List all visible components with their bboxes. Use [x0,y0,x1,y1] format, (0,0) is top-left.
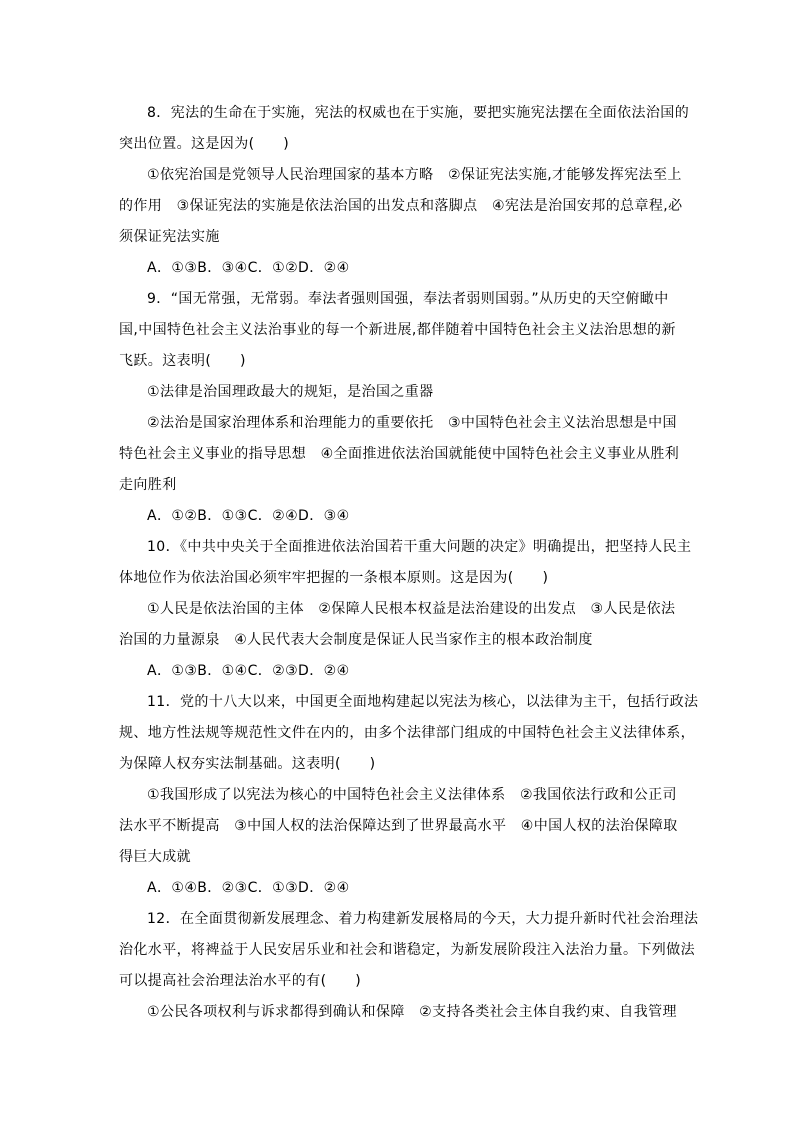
question-9-options: A．①②B．①③C．②④D．③④ [147,508,350,524]
question-9-statement-line: 走向胜利 [119,477,177,493]
question-11-statement-line: 法水平不断提高 ③中国人权的法治保障达到了世界最高水平 ④中国人权的法治保障取 [119,818,678,834]
question-11-statement-line: ①我国形成了以宪法为核心的中国特色社会主义法律体系 ②我国依法行政和公正司 [147,787,677,803]
question-12-stem-line: 可以提高社会治理法治水平的有( ) [119,973,362,989]
question-11-statement-line: 得巨大成就 [119,849,191,865]
question-9-stem-line: 9．“国无常强，无常弱。奉法者强则国强，奉法者弱则国弱。”从历史的天空俯瞰中 [147,291,669,307]
question-8-statement-line: 须保证宪法实施 [119,229,220,245]
question-9-statement-line: ①法律是治国理政最大的规矩，是治国之重器 [147,384,434,400]
question-8-statement-line: ①依宪治国是党领导人民治理国家的基本方略 ②保证宪法实施,才能够发挥宪法至上 [147,167,682,183]
question-10-statement-line: ①人民是依法治国的主体 ②保障人民根本权益是法治建设的出发点 ③人民是依法 [147,601,676,617]
question-11-stem-line: 11．党的十八大以来，中国更全面地构建起以宪法为核心，以法律为主干，包括行政法 [147,694,699,710]
question-10-options: A．①③B．①④C．②③D．②④ [147,663,350,679]
question-12-statement-line: ①公民各项权利与诉求都得到确认和保障 ②支持各类社会主体自我约束、自我管理 [147,1004,677,1020]
question-11-options: A．①④B．②③C．①③D．②④ [147,880,350,896]
question-11-stem-line: 为保障人权夯实法制基础。这表明( ) [119,756,376,772]
question-8-statement-line: 的作用 ③保证宪法的实施是依法治国的出发点和落脚点 ④宪法是治国安邦的总章程,必 [119,198,683,214]
question-10-stem-line: 体地位作为依法治国必须牢牢把握的一条根本原则。这是因为( ) [119,570,549,586]
question-12-stem-line: 治化水平，将裨益于人民安居乐业和社会和谐稳定，为新发展阶段注入法治力量。下列做法 [119,942,695,958]
question-9-statement-line: 特色社会主义事业的指导思想 ④全面推进依法治国就能使中国特色社会主义事业从胜利 [119,446,680,462]
question-8-options: A．①③B．③④C．①②D．②④ [147,260,350,276]
question-12-stem-line: 12．在全面贯彻新发展理念、着力构建新发展格局的今天，大力提升新时代社会治理法 [147,911,699,927]
question-10-stem-line: 10．《中共中央关于全面推进依法治国若干重大问题的决定》明确提出，把坚持人民主 [147,539,692,555]
question-8-stem-line: 突出位置。这是因为( ) [119,136,290,152]
question-8-stem-line: 8．宪法的生命在于实施，宪法的权威也在于实施，要把实施宪法摆在全面依法治国的 [147,105,690,121]
question-9-stem-line: 国,中国特色社会主义法治事业的每一个新进展,都伴随着中国特色社会主义法治思想的新 [119,322,676,338]
question-11-stem-line: 规、地方性法规等规范性文件在内的，由多个法律部门组成的中国特色社会主义法律体系， [119,725,695,741]
question-9-stem-line: 飞跃。这表明( ) [119,353,246,369]
question-9-statement-line: ②法治是国家治理体系和治理能力的重要依托 ③中国特色社会主义法治思想是中国 [147,415,677,431]
question-10-statement-line: 治国的力量源泉 ④人民代表大会制度是保证人民当家作主的根本政治制度 [119,632,593,648]
